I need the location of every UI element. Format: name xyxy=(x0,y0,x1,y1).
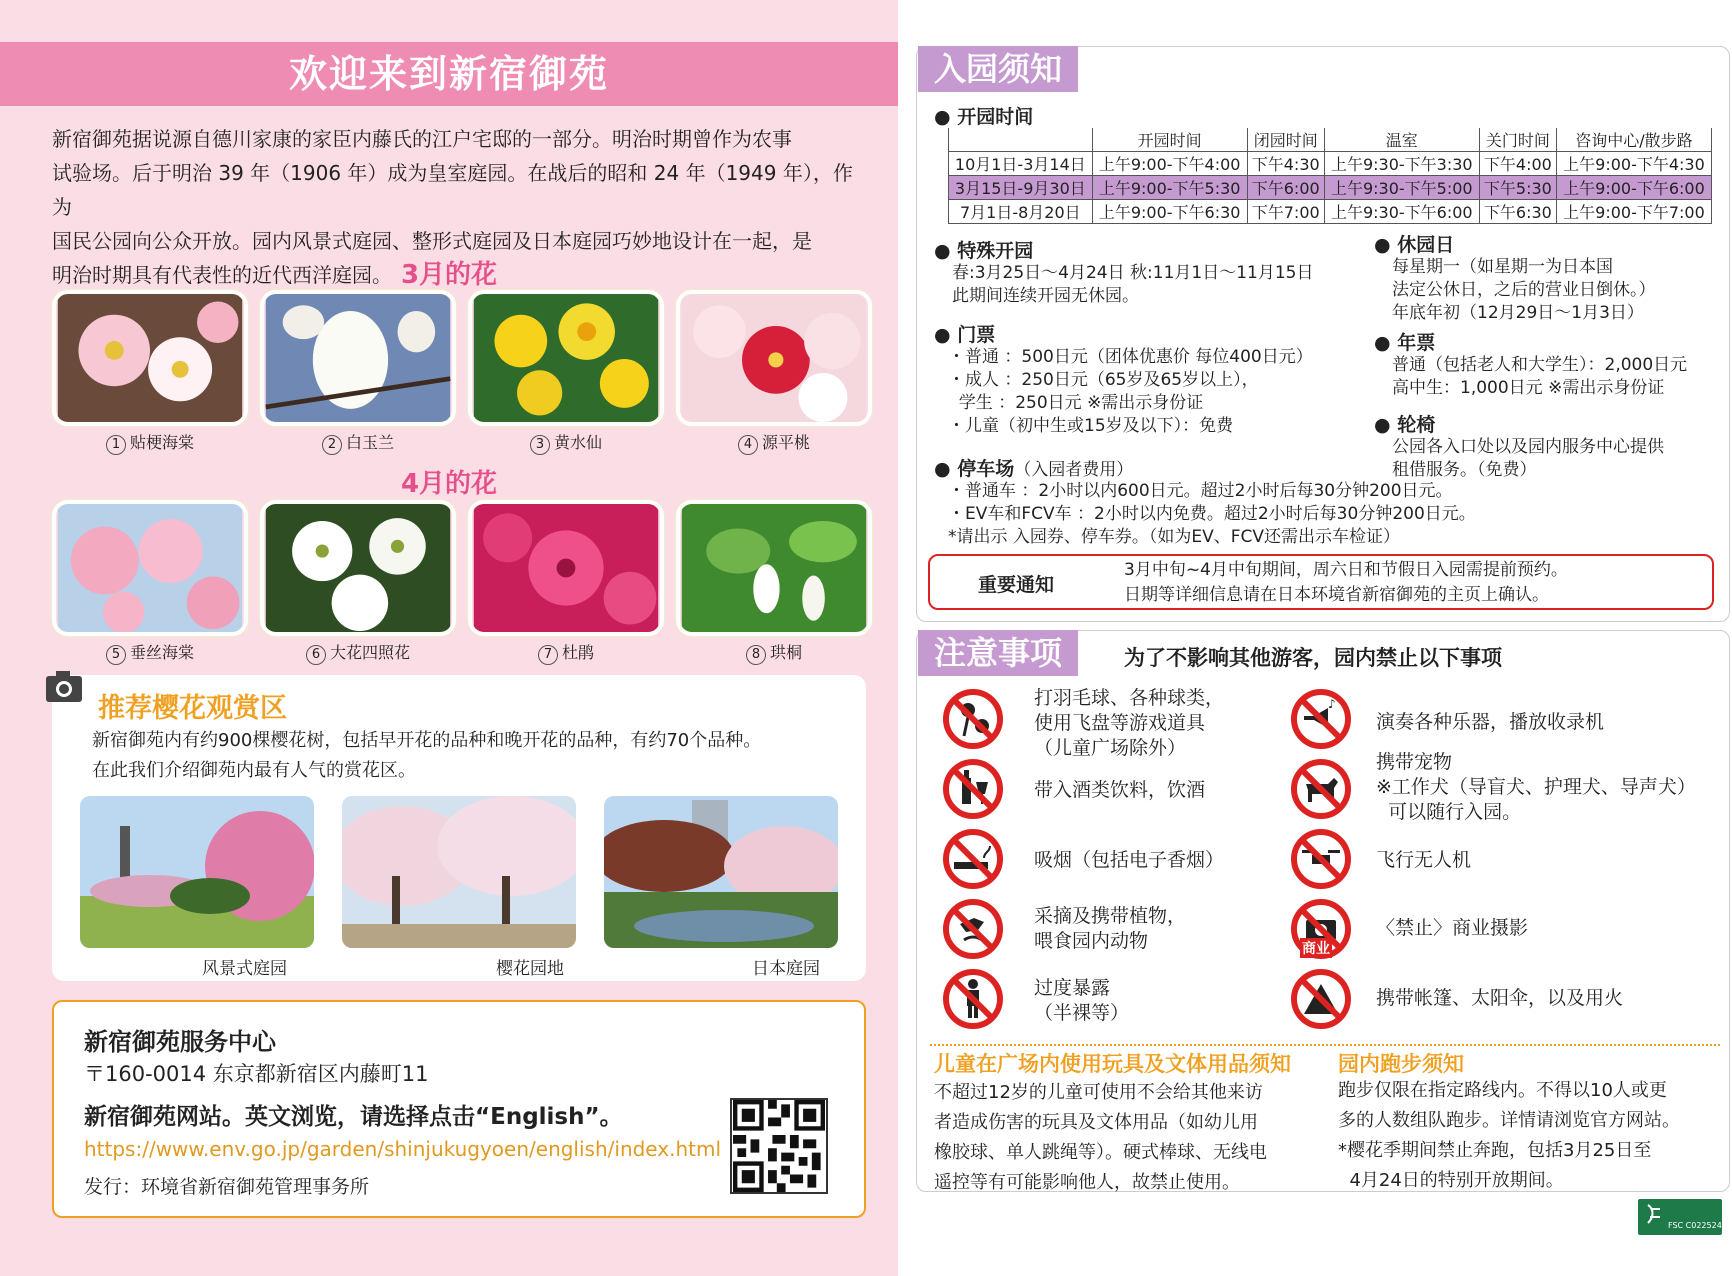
cautions-tab: 注意事项 xyxy=(918,630,1078,676)
commercial-badge: 商业 xyxy=(1300,938,1332,958)
japanese-garden-photo xyxy=(604,796,838,948)
running-rules-text: 跑步仅限在指定路线内。不得以10人或更 多的人数组队跑步。详情请浏览官方网站。 *樱花季期间禁止奔跑，包括3月25日至 4月24日的特别开放期间。 xyxy=(1338,1080,1680,1191)
no-tent-icon xyxy=(1290,968,1352,1030)
flower-photo-dogwood xyxy=(260,500,456,636)
spot-caption: 风景式庭园 xyxy=(202,959,287,979)
rule-pets: 携带宠物 ※工作犬（导盲犬、护理犬、导声犬） 可以随行入园。 xyxy=(1376,751,1696,823)
april-flowers-title: 4月的花 xyxy=(400,469,498,499)
flower-caption: 3 黄水仙 xyxy=(468,430,664,455)
table-row: 7月1日-8月20日 上午9:00-下午6:30 下午7:00 上午9:30-下午6:00 下午6:30 上午9:00-下午7:00 xyxy=(949,200,1712,224)
flower-caption: 7 杜鹃 xyxy=(468,640,664,665)
rule-music: 演奏各种乐器，播放收录机 xyxy=(1376,711,1605,733)
flower-caption: 2 白玉兰 xyxy=(260,430,456,455)
landscape-garden-photo xyxy=(80,796,314,948)
flower-caption: 1 贴梗海棠 xyxy=(52,430,248,455)
service-address: 〒160-0014 东京都新宿区内藤町11 xyxy=(84,1062,429,1086)
rule-drone: 飞行无人机 xyxy=(1376,849,1472,871)
flower-photo-crabapple xyxy=(52,500,248,636)
rule-commercial-photo: 〈禁止〉商业摄影 xyxy=(1376,917,1529,939)
annual-pass-text: 普通（包括老人和大学生）：2,000日元 高中生：1,000日元 ※需出示身份证 xyxy=(1392,355,1688,398)
annual-pass-title: ● 年票 xyxy=(1374,332,1436,354)
hours-title: ● 开园时间 xyxy=(934,106,1034,128)
table-row: 3月15日-9月30日 上午9:00-下午5:30 下午6:00 上午9:30-下午5:00 下午5:30 上午9:00-下午6:00 xyxy=(949,176,1712,200)
parking-title: ● 停车场（入园者费用） xyxy=(934,458,1134,480)
no-music-icon xyxy=(1290,688,1352,750)
svg-text:♪: ♪ xyxy=(1328,697,1336,711)
running-rules-title: 园内跑步须知 xyxy=(1338,1052,1464,1076)
closed-days-title: ● 休园日 xyxy=(1374,234,1455,256)
special-opening-text: 春:3月25日～4月24日 秋:11月1日～11月15日 此期间连续开园无休园。 xyxy=(952,263,1314,306)
flower-caption: 6 大花四照花 xyxy=(260,640,456,665)
flower-photo-azalea xyxy=(468,500,664,636)
camera-icon xyxy=(44,668,84,704)
spot-caption: 樱花园地 xyxy=(496,959,564,979)
rule-alcohol: 带入酒类饮料，饮酒 xyxy=(1034,779,1206,801)
march-flowers-title: 3月的花 xyxy=(400,260,498,290)
closed-days-text: 每星期一（如星期一为日本国 法定公休日，之后的营业日倒休。） 年底年初（12月29日～1月3日） xyxy=(1392,257,1656,323)
opening-hours-table: 开园时间 闭园时间 温室 关门时间 咨询中心/散步路 10月1日-3月14日 上午9:00-下午4:00 下午4:30 上午9:30-下午3:30 下午4:00 上午9:00-下午4:30 3月15日-9月30日 上午9:00-下午5:30 下午6:00 上午9:30-下午5:00 下午5:30 上午9:00-下午6:00 7月1日-8月20日 上午9:00-下午6:30 下午7:00 上午9:30-下午6:00 下午6:30 上午9:00-下午7:00 xyxy=(948,128,1712,224)
no-alcohol-icon xyxy=(942,758,1004,820)
ticket-text: ・普通 ：500日元（团体优惠价 每位400日元） ・成人 ：250日元（65岁及65岁以上）， 学生 ：250日元 ※需出示身份证 ・儿童（初中生或15岁及以下）：免费 xyxy=(948,347,1313,436)
flower-caption: 4 源平桃 xyxy=(676,430,872,455)
wheelchair-text: 公园各入口处以及园内服务中心提供 租借服务。（免费） xyxy=(1392,437,1664,480)
table-row: 10月1日-3月14日 上午9:00-下午4:00 下午4:30 上午9:30-下午3:30 下午4:00 上午9:00-下午4:30 xyxy=(949,152,1712,176)
no-exposure-icon xyxy=(942,968,1004,1030)
flower-caption: 5 垂丝海棠 xyxy=(52,640,248,665)
rule-exposure: 过度暴露 （半裸等） xyxy=(1034,977,1130,1024)
no-ball-games-icon xyxy=(942,688,1004,750)
sakura-title: 推荐樱花观赏区 xyxy=(98,693,287,724)
rule-smoking: 吸烟（包括电子香烟） xyxy=(1034,849,1225,871)
important-notice-label: 重要通知 xyxy=(978,574,1055,596)
no-picking-plants-icon xyxy=(942,898,1004,960)
no-drone-icon xyxy=(1290,828,1352,890)
no-smoking-icon xyxy=(942,828,1004,890)
kids-rules-title: 儿童在广场内使用玩具及文体用品须知 xyxy=(934,1052,1291,1076)
qr-code-icon[interactable] xyxy=(730,1098,828,1194)
flower-photo-magnolia xyxy=(260,290,456,426)
fsc-logo: FSC C022524 xyxy=(1638,1199,1722,1235)
wheelchair-title: ● 轮椅 xyxy=(1374,414,1436,436)
cautions-subtitle: 为了不影响其他游客，园内禁止以下事项 xyxy=(1124,646,1502,670)
ticket-title: ● 门票 xyxy=(934,324,996,346)
flower-photo-peach xyxy=(676,290,872,426)
no-pets-icon xyxy=(1290,758,1352,820)
divider xyxy=(930,1044,1720,1046)
page-title: 欢迎来到新宿御苑 xyxy=(0,42,898,106)
rule-ball-games: 打羽毛球、各种球类， 使用飞盘等游戏道具 （儿童广场除外） xyxy=(1034,687,1225,759)
rule-tent: 携带帐篷、太阳伞，以及用火 xyxy=(1376,987,1624,1009)
service-center-title: 新宿御苑服务中心 xyxy=(84,1028,276,1056)
cherry-grove-photo xyxy=(342,796,576,948)
admission-tab: 入园须知 xyxy=(918,46,1078,92)
flower-caption: 8 珙桐 xyxy=(676,640,872,665)
website-note: 新宿御苑网站。英文浏览，请选择点击“English”。 xyxy=(84,1104,623,1130)
rule-plants: 采摘及携带植物， 喂食园内动物 xyxy=(1034,905,1187,952)
flower-photo-quince xyxy=(52,290,248,426)
flower-photo-daffodil xyxy=(468,290,664,426)
special-opening-title: ● 特殊开园 xyxy=(934,240,1034,262)
website-url-link[interactable]: https://www.env.go.jp/garden/shinjukugyoen/english/index.html xyxy=(84,1137,722,1161)
sakura-description: 新宿御苑内有约900棵樱花树，包括早开花的品种和晚开花的品种，有约70个品种。 在此我们介绍御苑内最有人气的赏花区。 xyxy=(92,730,762,781)
important-notice-text: 3月中旬~4月中旬期间，周六日和节假日入园需提前预约。 日期等详细信息请在日本环境省新宿御苑的主页上确认。 xyxy=(1124,560,1568,605)
publisher: 发行：环境省新宿御苑管理事务所 xyxy=(84,1176,370,1198)
spot-caption: 日本庭园 xyxy=(752,959,820,979)
parking-text: ・普通车 ：2小时以内600日元。超过2小时后每30分钟200日元。 ・EV车和FCV车 ：2小时以内免费。超过2小时后每30分钟200日元。 *请出示 入园券、停车券。（如为EV、FCV还需出示车检证） xyxy=(948,481,1476,547)
kids-rules-text: 不超过12岁的儿童可使用不会给其他来访 者造成伤害的玩具及文体用品（如幼儿用 橡胶球、单人跳绳等）。硬式棒球、无线电 遥控等有可能影响他人，故禁止使用。 xyxy=(934,1082,1267,1193)
flower-photo-dove-tree xyxy=(676,500,872,636)
intro-text: 新宿御苑据说源自德川家康的家臣内藤氏的江户宅邸的一部分。明治时期曾作为农事 试验场。后于明治 39 年（1906 年）成为皇室庭园。在战后的昭和 24 年（1949 年），作为 国民公园向公众开放。园内风景式庭园、整形式庭园及日本庭园巧妙地设计在一起，是 明治时期具有代表性的近代西洋庭园。 xyxy=(52,127,853,287)
